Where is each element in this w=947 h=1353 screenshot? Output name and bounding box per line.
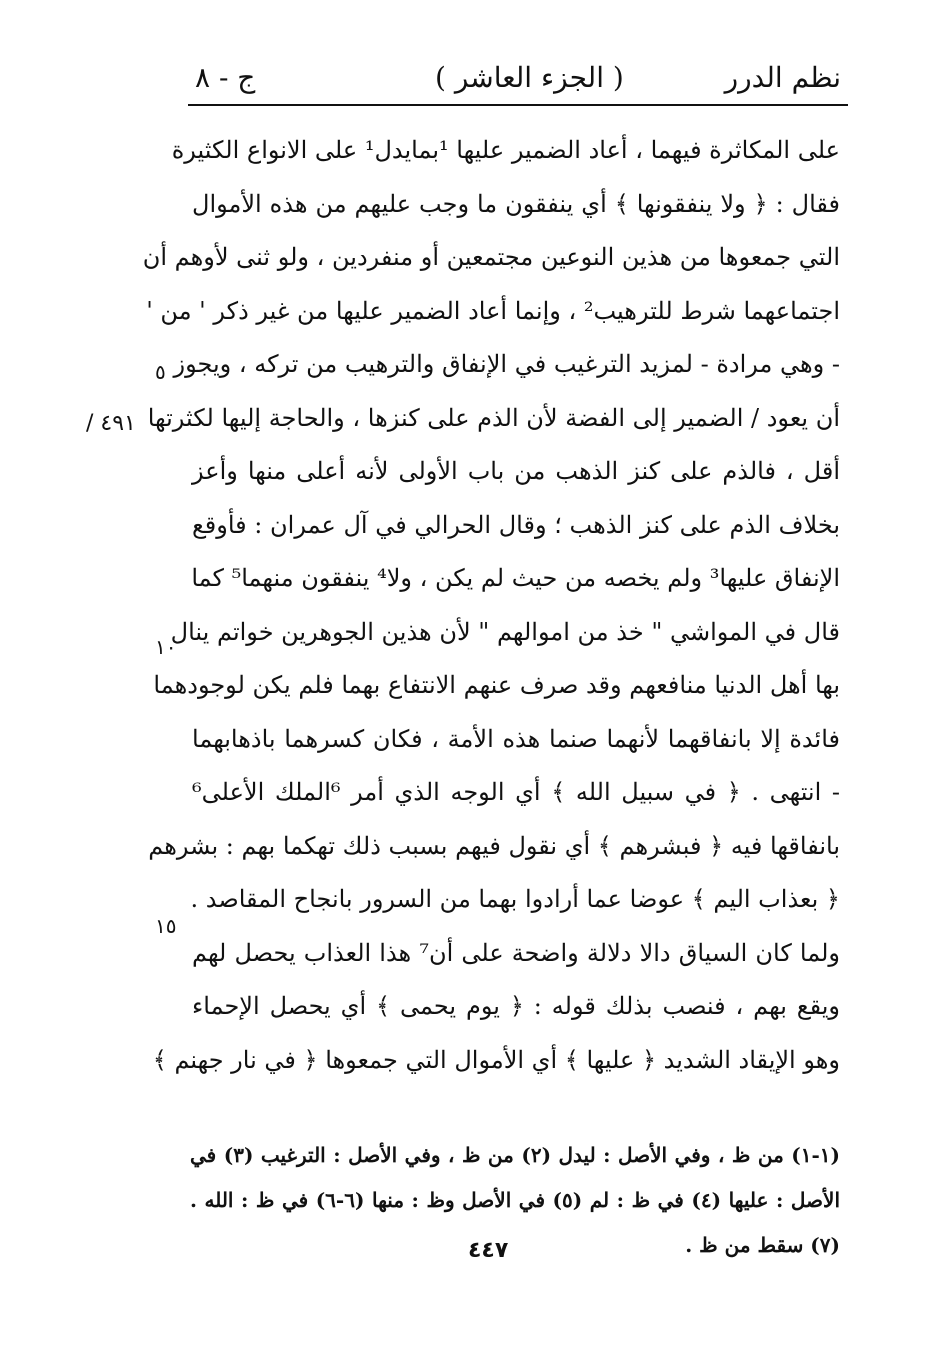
text-line: التي جمعوها من هذين النوعين مجتمعين أو منفردين ، ولو ثنى لأوهم أن [142,243,840,271]
line-number-15: ١٥ [155,914,177,938]
book-title: نظم الدرر [724,61,841,94]
header-rule [188,104,848,106]
line-number-5: ٥ [155,360,166,384]
running-header [185,58,845,104]
manuscript-folio-ref: / ٤٩١ [86,411,136,436]
footnote-line: الأصل : عليها (٤) في ظ : لم (٥) في الأصل وظ : منها (٦-٦) في ظ : الله . [190,1188,840,1212]
text-line: أقل ، فالذم على كنز الذهب من باب الأولى لأنه أعلى منها وأعز [192,457,840,485]
text-line: بانفاقها فيه ﴿ فبشرهم ﴾ أي نقول فيهم بسبب ذلك تهكما بهم : بشرهم [148,831,840,860]
line-number-10: ١٠ [155,635,177,659]
text-line: على المكاثرة فيهما ، أعاد الضمير عليها ¹بمايدل¹ على الانواع الكثيرة [171,136,840,164]
text-line: فقال : ﴿ ولا ينفقونها ﴾ أي ينفقون ما وجب عليهم من هذه الأموال [192,189,840,218]
text-line: فائدة إلا بانفاقهما لأنهما صنما هذه الأمة ، فكان كسرهما باذهابهما [192,724,840,753]
text-line: الإنفاق عليها³ ولم يخصه من حيث لم يكن ، ولا⁴ ينفقون منهما⁵ كما [191,564,840,592]
footnote-line: (١-١) من ظ ، وفي الأصل : ليدل (٢) من ظ ، وفي الأصل : الترغيب (٣) في [190,1143,841,1167]
footnote-line: (٧) سقط من ظ . [685,1233,840,1257]
text-line: أن يعود / الضمير إلى الفضة لأن الذم على كنزها ، والحاجة إليها لكثرتها [147,403,840,432]
text-line: قال في المواشي " خذ من اموالهم " لأن هذين الجوهرين خواتم ينال [170,617,840,646]
text-line: ﴿ بعذاب اليم ﴾ عوضا عما أرادوا بهما من السرور بانجاح المقاصد . [190,885,840,913]
text-line: - وهي مرادة - لمزيد الترغيب في الإنفاق والترهيب من تركه ، ويجوز [173,350,840,378]
text-line: وهو الإيقاد الشديد ﴿ عليها ﴾ أي الأموال التي جمعوها ﴿ في نار جهنم ﴾ [152,1045,840,1074]
page-number: ٤٤٧ [468,1238,509,1263]
text-line: بخلاف الذم على كنز الذهب ؛ وقال الحرالي في آل عمران : فأوقع [192,510,840,539]
text-line: ويقع بهم ، فنصب بذلك قوله : ﴿ يوم يحمى ﴾ أي يحصل الإحماء [192,992,840,1020]
part-label: ( الجزء العاشر ) [435,61,624,94]
text-line: بها أهل الدنيا منافعهم وقد صرف عنهم الانتفاع بهما فلم يكن لوجودهما [153,671,840,699]
footnotes [190,1133,840,1268]
volume-label: ج - ٨ [195,61,256,94]
text-line: - انتهى . ﴿ في سبيل الله ﴾ أي الوجه الذي أمر ⁶الملك الأعلى⁶ [192,778,840,806]
text-line: ولما كان السياق دالا دلالة واضحة على أن⁷ هذا العذاب يحصل لهم [192,938,840,967]
text-line: اجتماعهما شرط للترهيب² ، وإنما أعاد الضمير عليها من غير ذكر ' من ' [146,296,840,325]
